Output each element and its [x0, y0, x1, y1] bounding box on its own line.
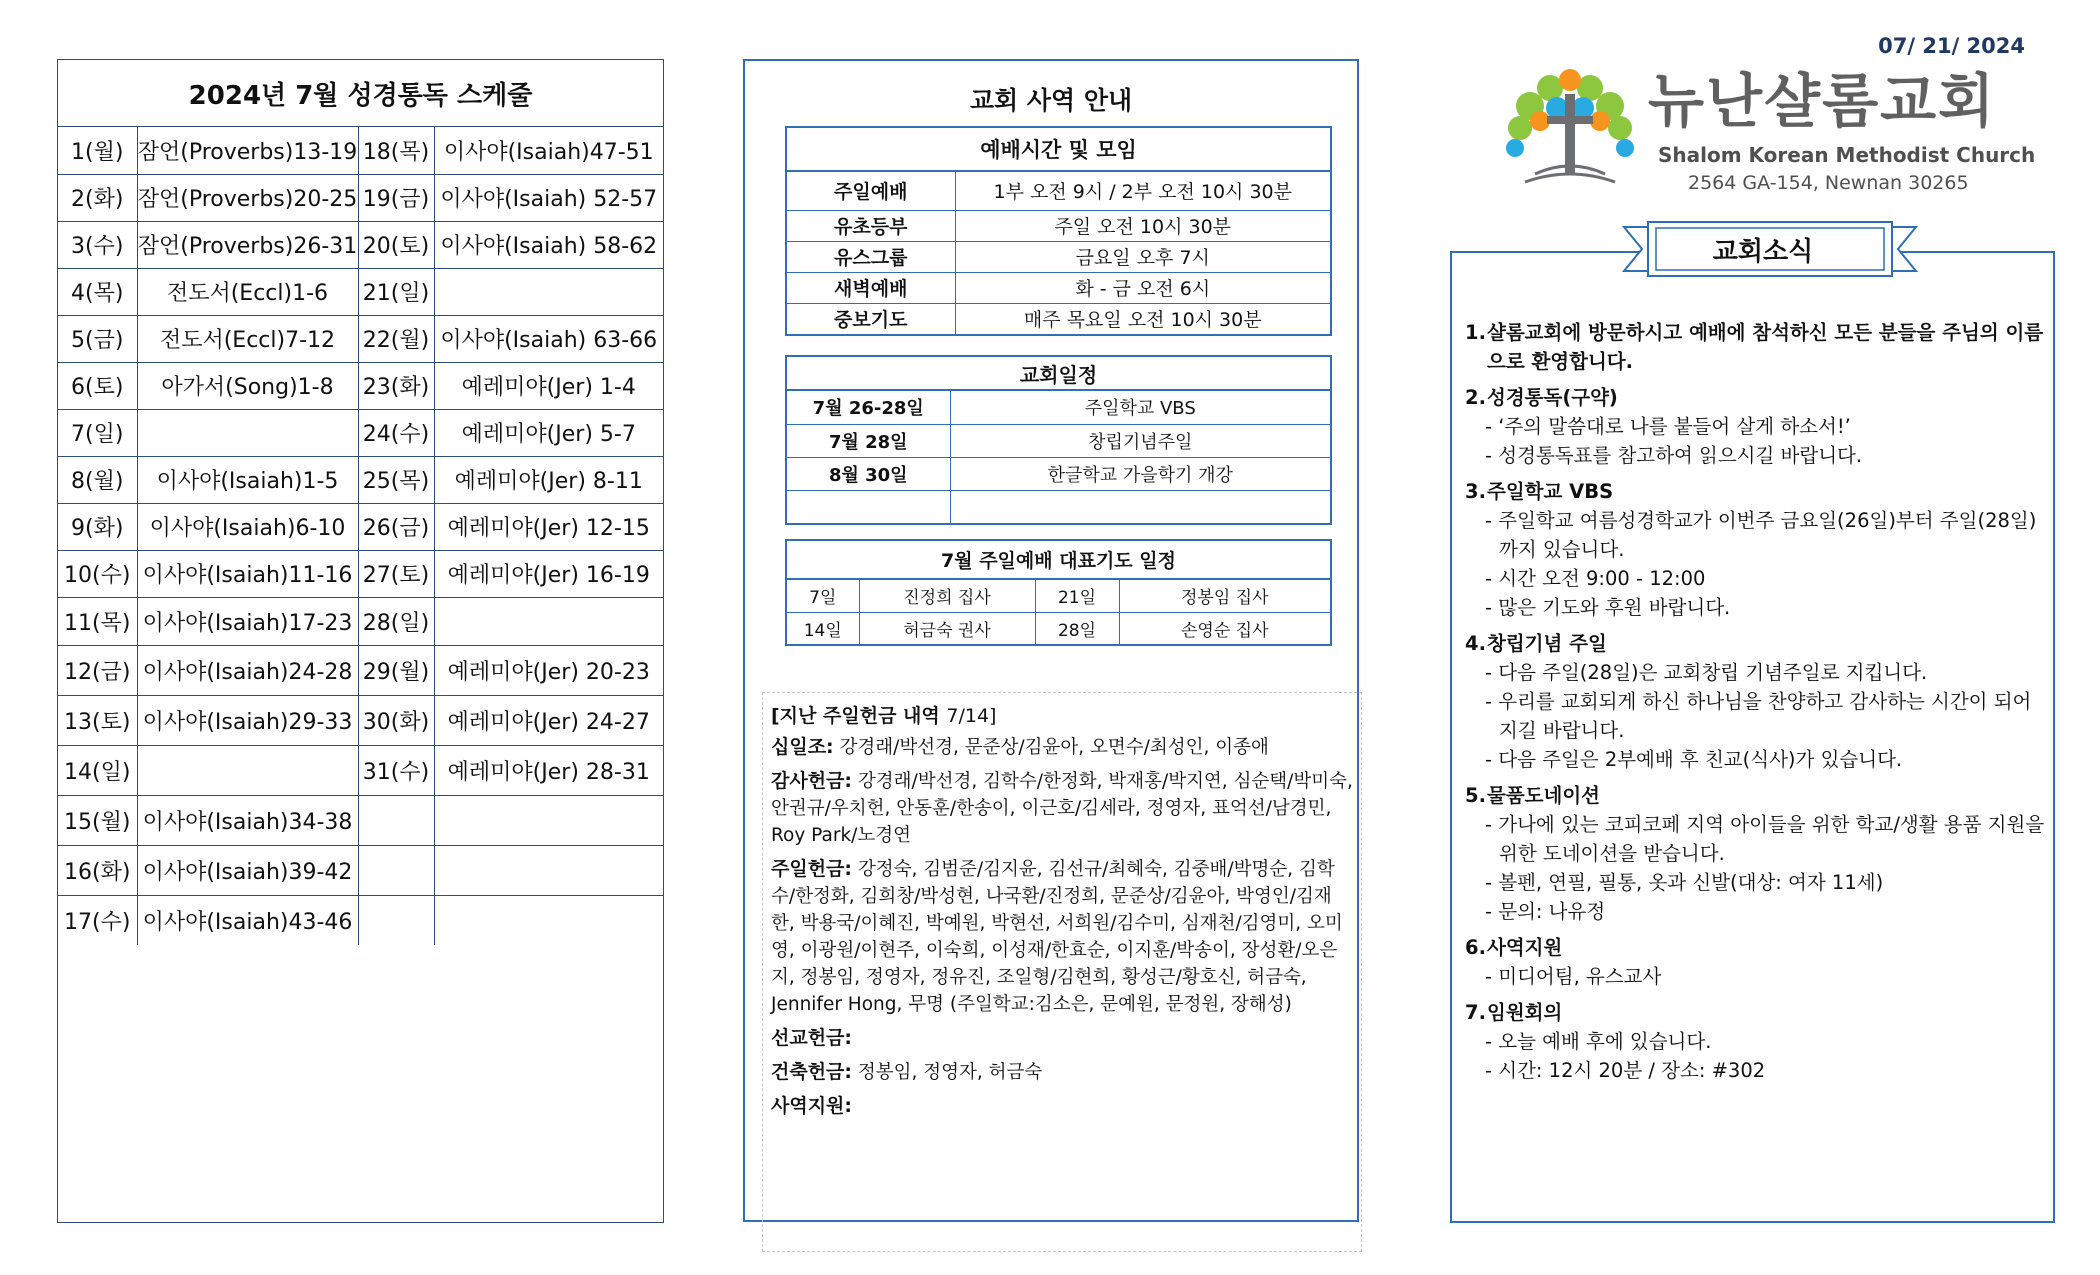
schedule-day: 11(목)	[58, 597, 137, 645]
schedule-row	[58, 745, 663, 795]
schedule-table	[58, 127, 663, 945]
service-time: 화 - 금 오전 6시	[955, 272, 1330, 303]
schedule-day: 3(수)	[58, 221, 137, 268]
worship-times-title: 예배시간 및 모임	[787, 128, 1330, 172]
news-item-number: 6.	[1465, 936, 1486, 959]
schedule-reading	[137, 409, 358, 456]
schedule-day: 30(화)	[358, 695, 434, 745]
calendar-row	[787, 391, 1330, 424]
news-item-detail: - 문의: 나유정	[1485, 900, 1606, 923]
news-item-detail: - 오늘 예배 후에 있습니다.	[1485, 1030, 1712, 1053]
schedule-row	[58, 456, 663, 503]
offering-type: 감사헌금:	[771, 770, 853, 792]
news-item-heading	[1465, 629, 2050, 658]
schedule-reading: 예레미야(Jer) 5-7	[434, 409, 663, 456]
schedule-row	[58, 315, 663, 362]
news-item-number: 2.	[1465, 386, 1486, 409]
news-item-heading	[1465, 933, 2050, 962]
schedule-reading: 전도서(Eccl)7-12	[137, 315, 358, 362]
event-date: 8월 30일	[787, 457, 950, 490]
offering-entry	[771, 768, 1355, 849]
offering-list	[762, 692, 1362, 1252]
event-name: 한글학교 가을학기 개강	[950, 457, 1330, 490]
schedule-reading	[137, 745, 358, 795]
prayer-date: 7일	[787, 580, 859, 612]
service-name: 새벽예배	[787, 272, 955, 303]
event-name: 창립기념주일	[950, 424, 1330, 457]
news-list	[1465, 318, 2050, 1092]
news-title: 교회소식	[1712, 236, 1814, 267]
calendar-row	[787, 424, 1330, 457]
schedule-day: 1(월)	[58, 127, 137, 174]
event-date: 7월 26-28일	[787, 391, 950, 424]
service-time: 금요일 오후 7시	[955, 241, 1330, 272]
news-item-title: 사역지원	[1487, 936, 1563, 959]
offering-entry	[771, 1025, 1355, 1052]
schedule-day: 8(월)	[58, 456, 137, 503]
service-time: 매주 목요일 오전 10시 30분	[955, 303, 1330, 334]
offering-names: 강경래/박선경, 김학수/한정화, 박재홍/박지연, 심순택/박미숙, 안권규/우치헌, 안동훈/한송이, 이근호/김세라, 정영자, 표억선/남경민, Roy Park/노경연	[771, 771, 1353, 846]
news-item-heading	[1465, 318, 2050, 376]
church-calendar-table	[787, 391, 1330, 523]
schedule-reading: 잠언(Proverbs)13-19	[137, 127, 358, 174]
news-item-detail: - 시간 오전 9:00 - 12:00	[1485, 567, 1706, 590]
schedule-reading	[434, 268, 663, 315]
schedule-row	[58, 597, 663, 645]
prayer-date: 28일	[1035, 612, 1119, 644]
offering-entry	[771, 856, 1355, 1018]
news-item-number: 7.	[1465, 1001, 1486, 1024]
schedule-reading: 이사야(Isaiah) 58-62	[434, 221, 663, 268]
worship-times-box	[785, 126, 1332, 336]
prayer-schedule-title: 7월 주일예배 대표기도 일정	[787, 541, 1330, 580]
news-item-title: 샬롬교회에 방문하시고 예배에 참석하신 모든 분들을 주님의 이름으로 환영합니다.	[1487, 321, 2044, 373]
schedule-day: 6(토)	[58, 362, 137, 409]
schedule-row	[58, 221, 663, 268]
schedule-row	[58, 645, 663, 695]
offering-header	[771, 703, 1355, 730]
calendar-row	[787, 490, 1330, 523]
news-item-heading	[1465, 477, 2050, 506]
service-time: 주일 오전 10시 30분	[955, 210, 1330, 241]
news-item-detail: - 미디어팀, 유스교사	[1485, 965, 1662, 988]
prayer-schedule-box	[785, 539, 1332, 646]
schedule-reading: 이사야(Isaiah)1-5	[137, 456, 358, 503]
calendar-row	[787, 457, 1330, 490]
news-item-title: 성경통독(구약)	[1487, 386, 1618, 409]
news-item-title: 주일학교 VBS	[1487, 480, 1614, 503]
prayer-row	[787, 612, 1330, 644]
worship-row	[787, 241, 1330, 272]
schedule-day	[358, 895, 434, 945]
schedule-reading: 이사야(Isaiah)34-38	[137, 795, 358, 845]
schedule-row	[58, 550, 663, 597]
prayer-schedule-table	[787, 580, 1330, 644]
schedule-day: 24(수)	[358, 409, 434, 456]
schedule-day: 14(일)	[58, 745, 137, 795]
schedule-reading: 예레미야(Jer) 1-4	[434, 362, 663, 409]
schedule-day: 28(일)	[358, 597, 434, 645]
offering-names: 강경래/박선경, 문준상/김윤아, 오면수/최성인, 이종애	[839, 737, 1269, 758]
schedule-day: 5(금)	[58, 315, 137, 362]
news-item-number: 1.	[1465, 321, 1486, 344]
offering-names: 강정숙, 김범준/김지윤, 김선규/최혜숙, 김중배/박명순, 김학수/한정화, 김희창/박성현, 나국환/진정희, 문준상/김윤아, 박영인/김재한, 박용국/이혜진, 박예원, 박현선, 서희원/김수미, 심재천/김영미, 오미영, 이광원/이현주, 이숙희, 이성재/한효순, 이지훈/박송이, 장성환/오은지, 정봉임, 정영자, 정유진, 조일형/김현희, 황성근/황호신, 허금숙, Jennifer Hong, 무명 (주일학교:김소은, 문예원, 문정원, 장해성)	[771, 859, 1343, 1015]
church-name-korean: 뉴난샬롬교회	[1648, 67, 1997, 135]
offering-type: 주일헌금:	[771, 858, 853, 880]
service-time: 1부 오전 9시 / 2부 오전 10시 30분	[955, 172, 1330, 210]
bulletin-date: 07/ 21/ 2024	[1878, 34, 2025, 58]
news-item	[1465, 383, 2050, 470]
schedule-reading: 예레미야(Jer) 24-27	[434, 695, 663, 745]
prayer-row	[787, 580, 1330, 612]
event-name: 주일학교 VBS	[950, 391, 1330, 424]
news-item-number: 3.	[1465, 480, 1486, 503]
schedule-day: 29(월)	[358, 645, 434, 695]
news-item-number: 4.	[1465, 632, 1486, 655]
schedule-day: 23(화)	[358, 362, 434, 409]
schedule-reading: 예레미야(Jer) 8-11	[434, 456, 663, 503]
schedule-reading: 이사야(Isaiah)47-51	[434, 127, 663, 174]
news-item-heading	[1465, 998, 2050, 1027]
schedule-day: 25(목)	[358, 456, 434, 503]
news-item-detail: - 성경통독표를 참고하여 읽으시길 바랍니다.	[1485, 444, 1863, 467]
prayer-leader: 정봉임 집사	[1119, 580, 1330, 612]
prayer-leader: 손영순 집사	[1119, 612, 1330, 644]
schedule-reading: 잠언(Proverbs)20-25	[137, 174, 358, 221]
schedule-row	[58, 127, 663, 174]
event-date	[787, 490, 950, 523]
schedule-reading: 전도서(Eccl)1-6	[137, 268, 358, 315]
news-item-detail: - 많은 기도와 후원 바랍니다.	[1485, 596, 1731, 619]
schedule-reading: 이사야(Isaiah) 63-66	[434, 315, 663, 362]
schedule-reading: 이사야(Isaiah)43-46	[137, 895, 358, 945]
offering-type: 선교헌금:	[771, 1027, 853, 1049]
schedule-reading: 이사야(Isaiah) 52-57	[434, 174, 663, 221]
service-name: 유스그룹	[787, 241, 955, 272]
news-item-detail: - 우리를 교회되게 하신 하나님을 찬양하고 감사하는 시간이 되어지길 바랍니다.	[1485, 690, 2032, 742]
schedule-reading: 이사야(Isaiah)39-42	[137, 845, 358, 895]
schedule-reading: 예레미야(Jer) 12-15	[434, 503, 663, 550]
schedule-day: 20(토)	[358, 221, 434, 268]
news-item-number: 5.	[1465, 784, 1486, 807]
church-address: 2564 GA-154, Newnan 30265	[1688, 172, 1969, 194]
news-item	[1465, 477, 2050, 622]
offering-entry	[771, 1059, 1355, 1086]
schedule-reading: 이사야(Isaiah)6-10	[137, 503, 358, 550]
church-calendar-box	[785, 355, 1332, 525]
schedule-reading: 예레미야(Jer) 16-19	[434, 550, 663, 597]
schedule-day	[358, 845, 434, 895]
schedule-day: 2(화)	[58, 174, 137, 221]
ministry-title: 교회 사역 안내	[969, 86, 1133, 115]
news-item-title: 물품도네이션	[1487, 784, 1601, 807]
prayer-date: 14일	[787, 612, 859, 644]
schedule-reading: 이사야(Isaiah)29-33	[137, 695, 358, 745]
schedule-day: 31(수)	[358, 745, 434, 795]
news-item-detail: - 시간: 12시 20분 / 장소: #302	[1485, 1059, 1766, 1082]
schedule-reading	[434, 845, 663, 895]
schedule-title: 2024년 7월 성경통독 스케줄	[58, 60, 663, 127]
offering-type: 십일조:	[771, 736, 834, 758]
worship-row	[787, 172, 1330, 210]
news-item-detail: - 가나에 있는 코피코페 지역 아이들을 위한 학교/생활 용품 지원을 위한 도네이션을 받습니다.	[1485, 813, 2045, 865]
offering-type: 건축헌금:	[771, 1061, 853, 1083]
church-name-english: Shalom Korean Methodist Church	[1658, 143, 2036, 167]
event-name	[950, 490, 1330, 523]
ministry-panel	[743, 59, 1359, 1222]
news-item-detail: - ‘주의 말씀대로 나를 붙들어 살게 하소서!’	[1485, 415, 1851, 438]
schedule-reading: 아가서(Song)1-8	[137, 362, 358, 409]
schedule-row	[58, 409, 663, 456]
service-name: 중보기도	[787, 303, 955, 334]
schedule-reading: 이사야(Isaiah)11-16	[137, 550, 358, 597]
church-calendar-title: 교회일정	[787, 357, 1330, 391]
news-item	[1465, 629, 2050, 774]
schedule-day: 27(토)	[358, 550, 434, 597]
schedule-day: 10(수)	[58, 550, 137, 597]
offering-header-date: 7/14]	[946, 705, 997, 727]
schedule-day: 21(일)	[358, 268, 434, 315]
prayer-leader: 진정희 집사	[859, 580, 1035, 612]
schedule-day: 18(목)	[358, 127, 434, 174]
news-item-heading	[1465, 383, 2050, 412]
worship-row	[787, 272, 1330, 303]
news-item-detail: - 다음 주일(28일)은 교회창립 기념주일로 지킵니다.	[1485, 661, 1928, 684]
schedule-row	[58, 695, 663, 745]
worship-row	[787, 303, 1330, 334]
reading-schedule	[57, 59, 664, 1223]
schedule-day: 19(금)	[358, 174, 434, 221]
news-item-title: 임원회의	[1487, 1001, 1563, 1024]
schedule-day: 22(월)	[358, 315, 434, 362]
schedule-reading	[434, 795, 663, 845]
schedule-day: 17(수)	[58, 895, 137, 945]
schedule-day: 26(금)	[358, 503, 434, 550]
schedule-reading: 이사야(Isaiah)24-28	[137, 645, 358, 695]
schedule-row	[58, 795, 663, 845]
schedule-reading: 예레미야(Jer) 28-31	[434, 745, 663, 795]
schedule-row	[58, 503, 663, 550]
schedule-day: 16(화)	[58, 845, 137, 895]
schedule-reading	[434, 895, 663, 945]
worship-row	[787, 210, 1330, 241]
schedule-row	[58, 174, 663, 221]
news-item	[1465, 933, 2050, 991]
schedule-reading	[434, 597, 663, 645]
schedule-day: 12(금)	[58, 645, 137, 695]
event-date: 7월 28일	[787, 424, 950, 457]
prayer-date: 21일	[1035, 580, 1119, 612]
schedule-day: 4(목)	[58, 268, 137, 315]
news-item	[1465, 998, 2050, 1085]
service-name: 주일예배	[787, 172, 955, 210]
schedule-day	[358, 795, 434, 845]
schedule-day: 15(월)	[58, 795, 137, 845]
schedule-day: 13(토)	[58, 695, 137, 745]
offering-type: 사역지원:	[771, 1095, 853, 1117]
offering-header-label: [지난 주일헌금 내역	[771, 705, 940, 727]
service-name: 유초등부	[787, 210, 955, 241]
news-item-title: 창립기념 주일	[1487, 632, 1607, 655]
schedule-row	[58, 895, 663, 945]
prayer-leader: 허금숙 권사	[859, 612, 1035, 644]
news-item-heading	[1465, 781, 2050, 810]
offering-entry	[771, 1093, 1355, 1120]
schedule-row	[58, 362, 663, 409]
schedule-day: 9(화)	[58, 503, 137, 550]
offering-names: 정봉임, 정영자, 허금숙	[857, 1062, 1043, 1083]
schedule-reading: 이사야(Isaiah)17-23	[137, 597, 358, 645]
schedule-row	[58, 268, 663, 315]
schedule-day: 7(일)	[58, 409, 137, 456]
worship-times-table	[787, 172, 1330, 334]
church-tree-logo-icon	[1495, 66, 1645, 194]
offering-entry	[771, 734, 1355, 761]
schedule-row	[58, 845, 663, 895]
news-item-detail: - 볼펜, 연필, 필통, 옷과 신발(대상: 여자 11세)	[1485, 871, 1884, 894]
news-item	[1465, 318, 2050, 376]
schedule-reading: 잠언(Proverbs)26-31	[137, 221, 358, 268]
news-item	[1465, 781, 2050, 926]
schedule-reading: 예레미야(Jer) 20-23	[434, 645, 663, 695]
news-item-detail: - 다음 주일은 2부예배 후 친교(식사)가 있습니다.	[1485, 748, 1903, 771]
news-item-detail: - 주일학교 여름성경학교가 이번주 금요일(26일)부터 주일(28일)까지 있습니다.	[1485, 509, 2037, 561]
